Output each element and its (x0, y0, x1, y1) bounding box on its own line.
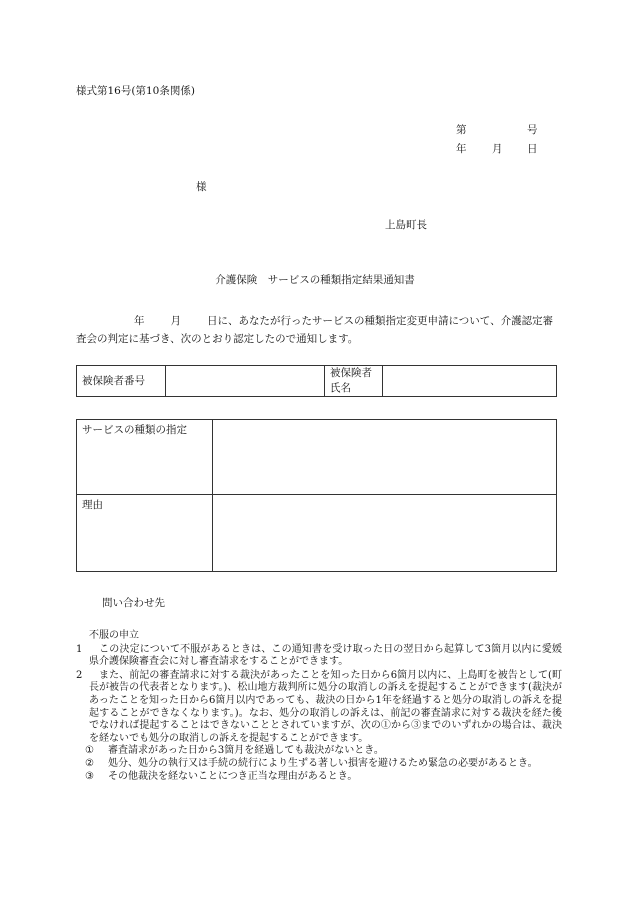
appeal-item-number: 1 (76, 643, 83, 655)
appeal-item (76, 644, 562, 669)
insured-name-label: 被保険者氏名 (325, 366, 383, 397)
subitem-mark: ③ (85, 770, 94, 782)
body-paragraph (76, 312, 556, 348)
subitem-mark: ① (85, 745, 94, 757)
date-month: 月 (492, 143, 503, 155)
appeal-item-number: 2 (76, 669, 83, 681)
document-title: 介護保険 サービスの種類指定結果通知書 (215, 274, 415, 286)
appeal-item-text: また、前記の審査請求に対する裁決があったことを知った日から6箇月以内に、上島町を被告として(町長が被告の代表者となります。)、松山地方裁判所に処分の取消しの訴えを提起することができます(裁決があったことを知った日から6箇月以内であっても、裁決の日から1年を経過すると処分の取消しの訴えを提起することができなくなります。)。なお、処分の取消しの訴えは、前記の審査請求に対する裁決を経た後でなければ提起することはできないこととされていますが、次の①から③までのいずれかの場合は、裁決を経ないでも処分の取消しの訴えを提起することができます。 (89, 669, 562, 744)
appeal-item (76, 670, 562, 746)
date-year: 年 (456, 143, 467, 155)
issuer-name: 上島町長 (385, 219, 427, 231)
service-type-label: サービスの種類の指定 (77, 420, 213, 495)
appeal-item-text: この決定について不服があるときは、この通知書を受け取った日の翌日から起算して3箇月以内に愛媛県介護保険審査会に対し審査請求をすることができます。 (89, 643, 562, 668)
reason-label: 理由 (77, 495, 213, 572)
appeal-subitem (76, 745, 562, 758)
subitem-mark: ② (85, 757, 94, 769)
appeal-heading: 不服の申立 (89, 630, 139, 641)
addressee-sama: 様 (196, 181, 207, 193)
appeal-notice (76, 630, 562, 783)
body-month: 月 (170, 315, 181, 327)
subitem-text: 審査請求があった日から3箇月を経過しても裁決がないとき。 (108, 745, 384, 757)
subitem-text: その他裁決を経ないことにつき正当な理由があるとき。 (108, 770, 358, 782)
insured-number-label: 被保険者番号 (77, 366, 166, 397)
insured-name-field[interactable] (383, 366, 557, 397)
insured-number-field[interactable] (166, 366, 325, 397)
body-text: 日に、あなたが行ったサービスの種類指定変更申請について、介護認定審査会の判定に基づき、次のとおり認定したので通知します。 (76, 315, 554, 345)
decision-table (76, 419, 557, 572)
appeal-subitem (76, 771, 562, 784)
number-suffix: 号 (527, 124, 538, 136)
service-type-field[interactable] (213, 420, 557, 495)
number-prefix: 第 (456, 124, 467, 136)
body-year: 年 (134, 315, 145, 327)
form-number: 様式第16号(第10条関係) (76, 85, 195, 97)
subitem-text: 処分、処分の執行又は手続の続行により生ずる著しい損害を避けるため緊急の必要があるとき。 (108, 757, 538, 769)
insured-id-table (76, 365, 557, 397)
contact-label: 問い合わせ先 (102, 597, 165, 609)
reason-field[interactable] (213, 495, 557, 572)
appeal-subitem (76, 758, 562, 771)
date-day: 日 (527, 143, 538, 155)
